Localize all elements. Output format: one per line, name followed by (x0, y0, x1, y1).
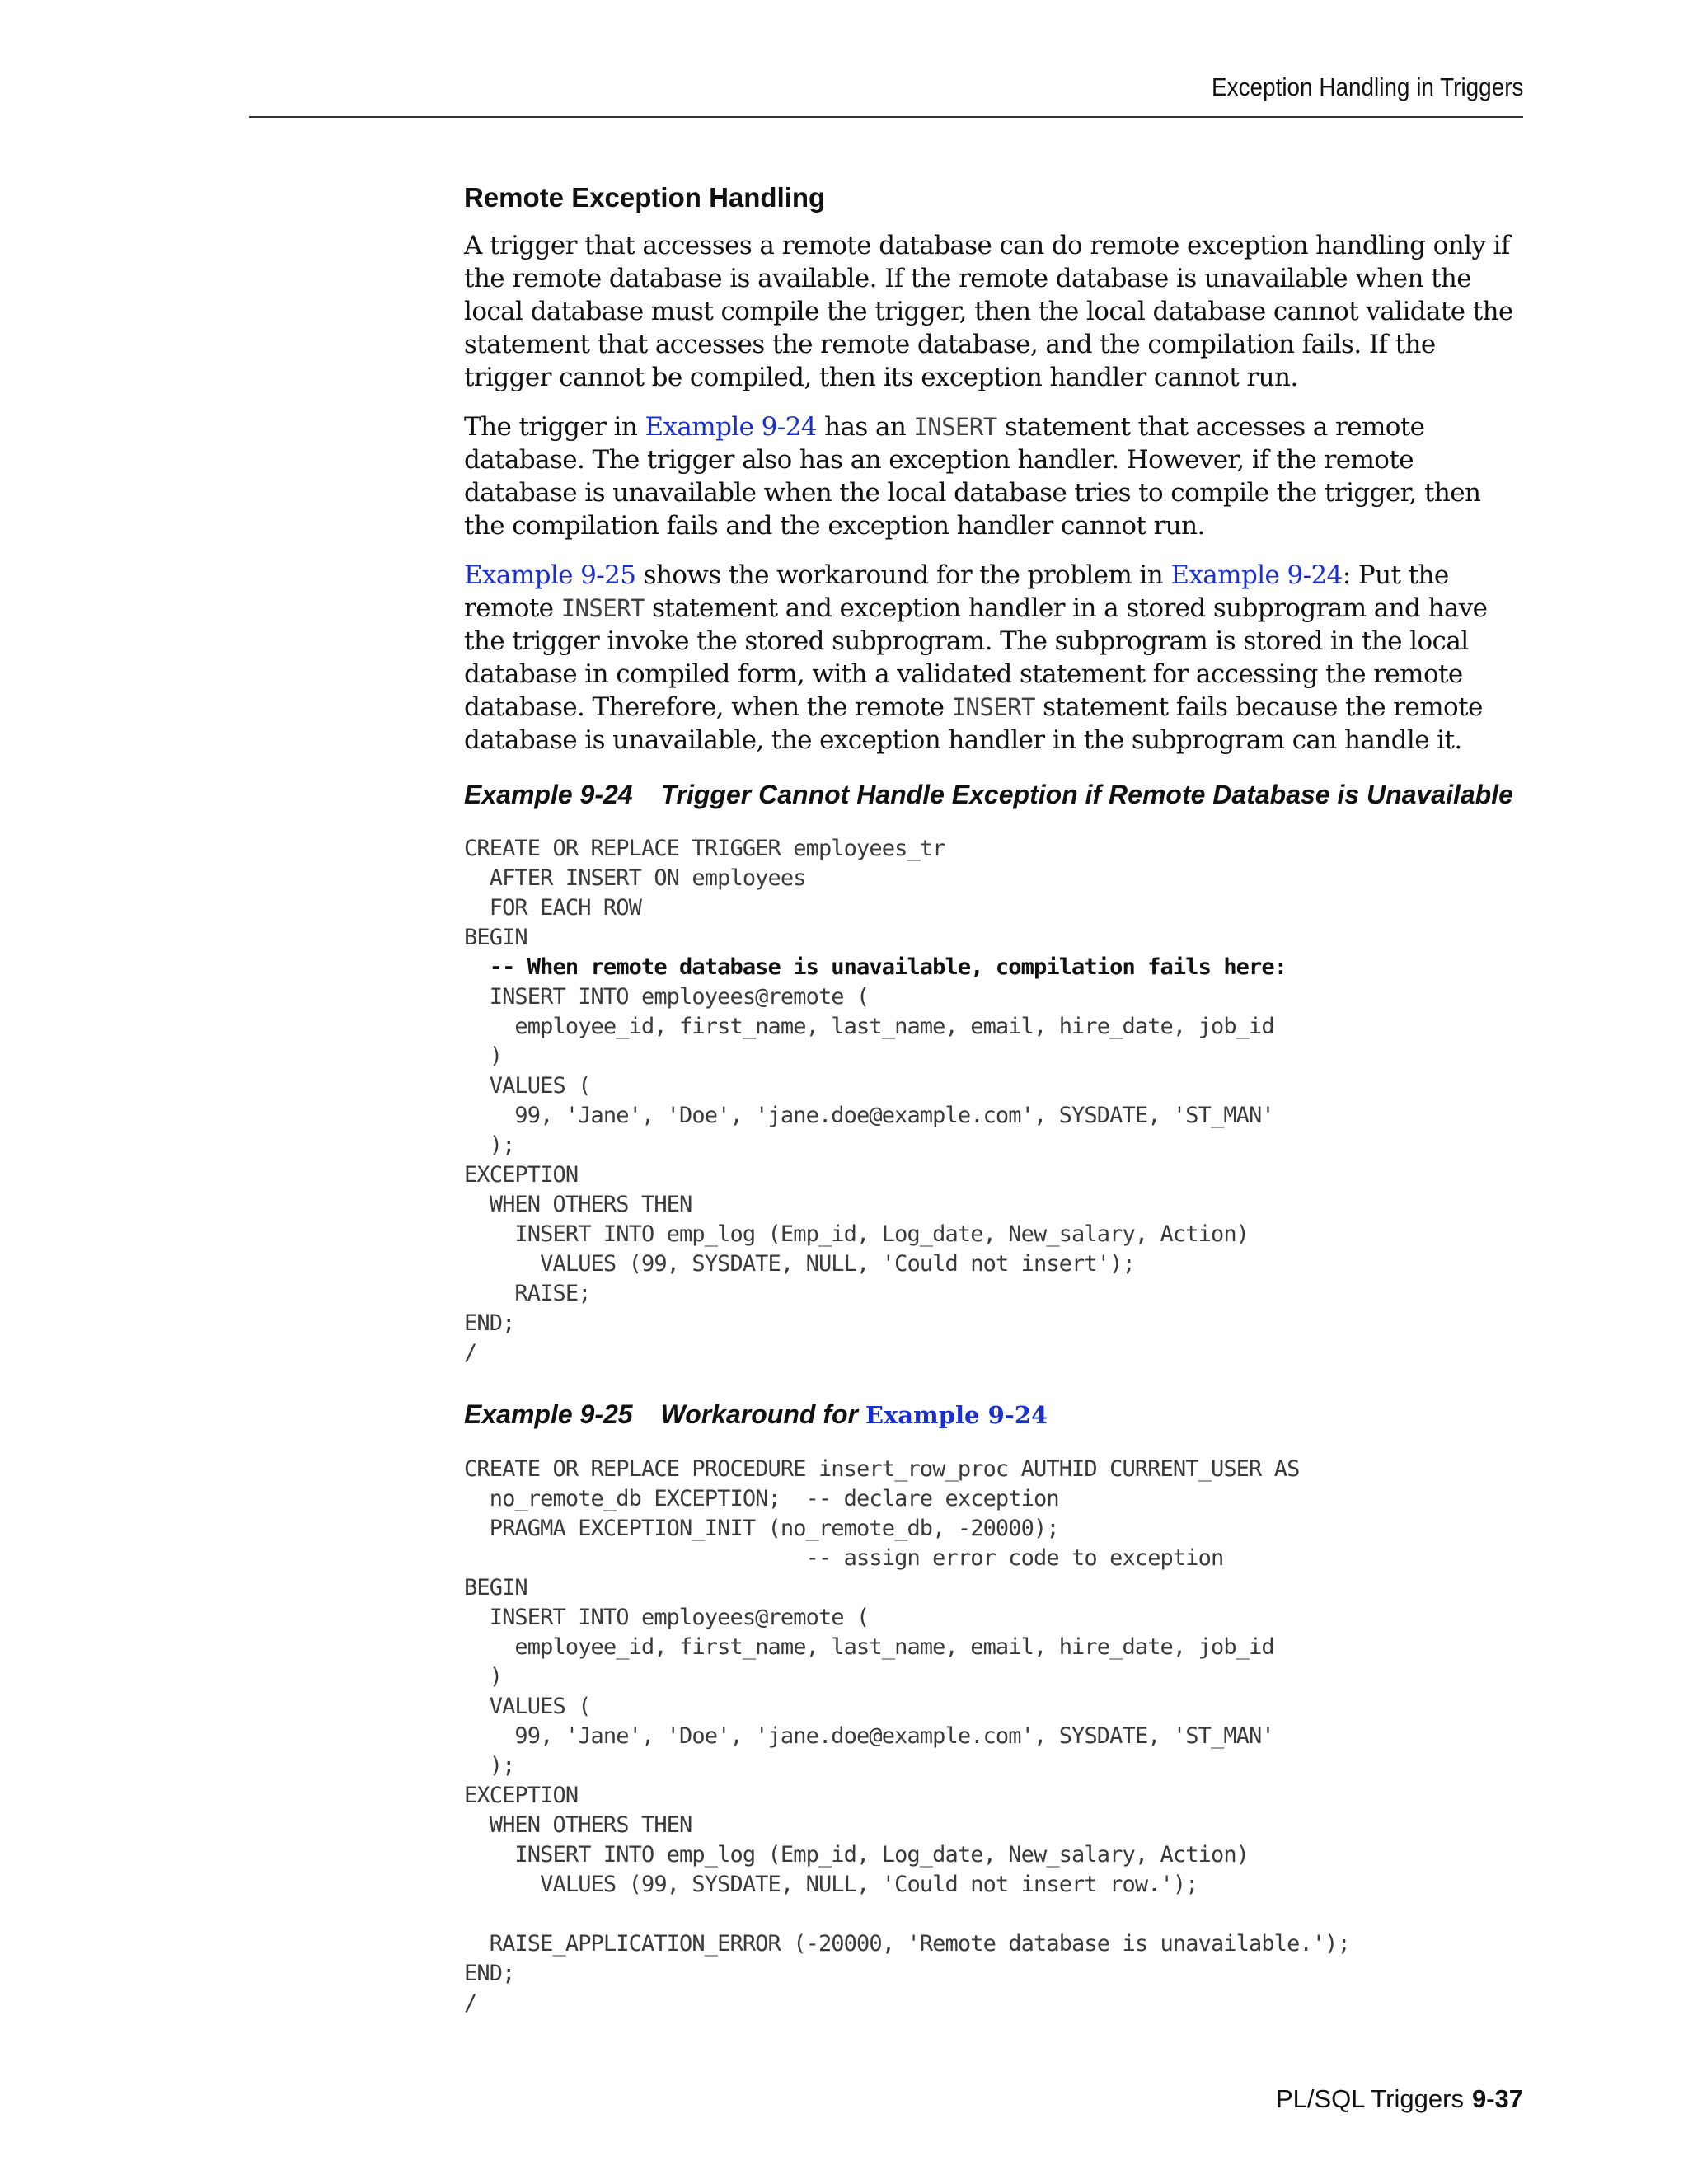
code-line: ) (464, 1664, 503, 1690)
code-line: no_remote_db EXCEPTION; -- declare exception (464, 1486, 1059, 1511)
code-line: WHEN OTHERS THEN (464, 1812, 692, 1838)
code-line: -- assign error code to exception (464, 1545, 1224, 1571)
insert-keyword: INSERT (913, 413, 997, 441)
code-block-procedure (464, 1455, 1527, 2018)
code-line: ) (464, 1043, 503, 1069)
code-line: INSERT INTO emp_log (Emp_id, Log_date, New_salary, Action) (464, 1221, 1250, 1247)
page-number: 9-37 (1471, 2084, 1523, 2113)
running-header: Exception Handling in Triggers (1211, 73, 1523, 101)
code-line: VALUES (99, SYSDATE, NULL, 'Could not insert'); (464, 1251, 1135, 1277)
paragraph-3 (464, 559, 1527, 757)
header-rule (249, 116, 1523, 118)
paragraph-2 (464, 410, 1527, 542)
code-line (464, 1900, 1527, 1929)
code-line: FOR EACH ROW (464, 895, 641, 921)
code-line: employee_id, first_name, last_name, email, hire_date, job_id (464, 1014, 1274, 1039)
example-9-24-link[interactable]: Example 9-24 (865, 1401, 1048, 1429)
code-line: CREATE OR REPLACE PROCEDURE insert_row_proc AUTHID CURRENT_USER AS (464, 1456, 1300, 1482)
paragraph-2-text-2: has an (816, 412, 914, 442)
code-line: INSERT INTO emp_log (Emp_id, Log_date, New_salary, Action) (464, 1842, 1250, 1868)
code-line: PRAGMA EXCEPTION_INIT (no_remote_db, -20000); (464, 1516, 1059, 1541)
code-line: VALUES (99, SYSDATE, NULL, 'Could not insert row.'); (464, 1872, 1198, 1897)
code-line: 99, 'Jane', 'Doe', 'jane.doe@example.com', SYSDATE, 'ST_MAN' (464, 1723, 1274, 1749)
insert-keyword: INSERT (560, 594, 645, 622)
code-line: employee_id, first_name, last_name, email, hire_date, job_id (464, 1634, 1274, 1660)
code-line: 99, 'Jane', 'Doe', 'jane.doe@example.com', SYSDATE, 'ST_MAN' (464, 1103, 1274, 1128)
code-line: RAISE_APPLICATION_ERROR (-20000, 'Remote database is unavailable.'); (464, 1931, 1350, 1957)
code-line: EXCEPTION (464, 1783, 579, 1808)
code-line: INSERT INTO employees@remote ( (464, 984, 870, 1010)
chapter-title: PL/SQL Triggers (1275, 2084, 1464, 2113)
code-line: / (464, 1990, 477, 2016)
paragraph-3-text-4: statement fails because the remote database is unavailable, the exception handler in the subprogram can handle it. (464, 692, 1483, 755)
paragraph-3-text-2: : Put the remote (464, 560, 1449, 623)
example-9-24-link[interactable]: Example 9-24 (645, 412, 817, 442)
code-line: -- When remote database is unavailable, compilation fails here: (464, 954, 1287, 980)
example-9-25-title (464, 1396, 1527, 1433)
code-line: ); (464, 1753, 515, 1779)
code-line: WHEN OTHERS THEN (464, 1192, 692, 1217)
paragraph-3-text-1: shows the workaround for the problem in (635, 560, 1171, 590)
code-line: END; (464, 1961, 515, 1986)
code-line: CREATE OR REPLACE TRIGGER employees_tr (464, 836, 945, 861)
code-line: INSERT INTO employees@remote ( (464, 1605, 870, 1630)
paragraph-3-text-3: statement and exception handler in a stored subprogram and have the trigger invoke the stored subprogram. The subprogram is stored in the local database in compiled form, with a validated statement for accessing the remote database. Therefore, when the remote (464, 593, 1488, 722)
code-line: VALUES ( (464, 1694, 591, 1719)
code-line: END; (464, 1310, 515, 1336)
paragraph-2-text-1: The trigger in (464, 412, 645, 442)
code-block-trigger (464, 834, 1527, 1368)
section-heading: Remote Exception Handling (464, 182, 826, 213)
example-9-25-link[interactable]: Example 9-25 (464, 560, 636, 590)
example-title-text: Trigger Cannot Handle Exception if Remote Database is Unavailable (660, 780, 1513, 809)
example-number: Example 9-24 (464, 780, 633, 809)
code-line: ); (464, 1132, 515, 1158)
code-line: AFTER INSERT ON employees (464, 865, 806, 891)
code-line: BEGIN (464, 1575, 528, 1601)
code-line: BEGIN (464, 925, 528, 950)
example-9-24-link[interactable]: Example 9-24 (1170, 560, 1343, 590)
insert-keyword: INSERT (951, 693, 1035, 721)
page-footer (1276, 2084, 1523, 2114)
main-content (464, 180, 1527, 2046)
paragraph-2-text-3: statement that accesses a remote database. The trigger also has an exception handler. However, if the remote database is unavailable when the local database tries to compile the trigger, then the compilation fails and the exception handler cannot run. (464, 412, 1481, 541)
paragraph-1: A trigger that accesses a remote database can do remote exception handling only if the remote database is available. If the remote database is unavailable when the local database must compile the trigger, then the local database cannot validate the statement that accesses the remote database, and the compilation fails. If the trigger cannot be compiled, then its exception handler cannot run. (464, 231, 1513, 392)
code-line: EXCEPTION (464, 1162, 579, 1188)
code-line: / (464, 1340, 477, 1366)
code-line: RAISE; (464, 1281, 591, 1306)
example-number: Example 9-25 (464, 1399, 633, 1429)
code-line: VALUES ( (464, 1073, 591, 1099)
example-title-text: Workaround for (660, 1399, 865, 1429)
example-9-24-title (464, 776, 1527, 813)
